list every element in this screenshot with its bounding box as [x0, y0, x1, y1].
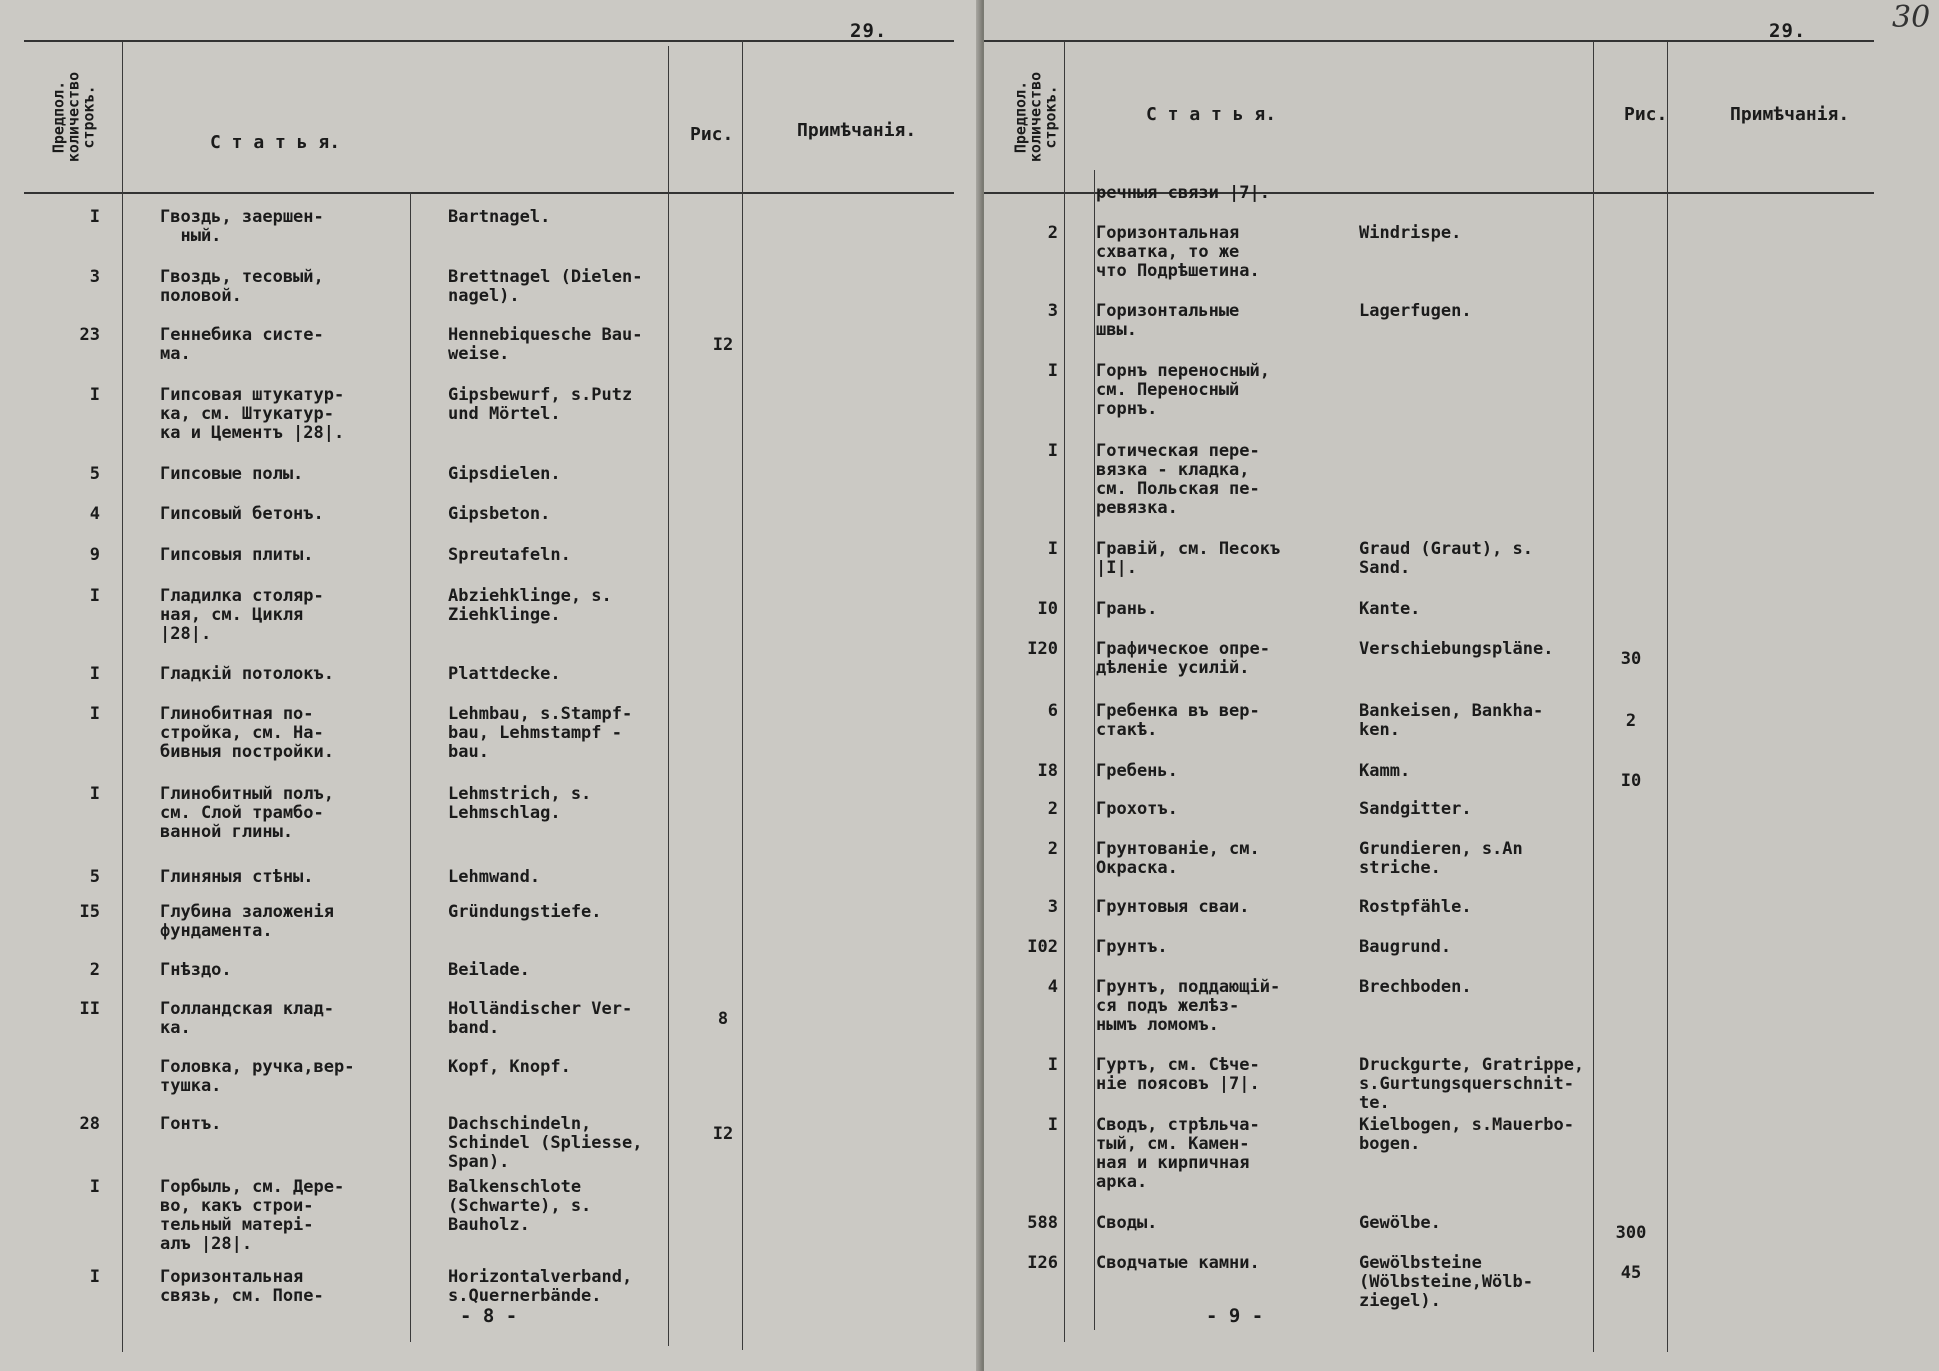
russian-term: Графическое опре- дѣленіе усилій. [1096, 639, 1270, 678]
qty-cell: I [1047, 361, 1058, 381]
column-rule [410, 192, 411, 1342]
qty-cell: I [89, 704, 100, 724]
qty-column-header: Предпол. количество строкъ. [49, 71, 98, 163]
german-term: Rostpfähle. [1359, 897, 1472, 917]
russian-term: Своды. [1096, 1213, 1158, 1233]
qty-cell: 2 [1047, 799, 1058, 819]
figure-count: I0 [1620, 771, 1642, 791]
german-term: Holländischer Ver- band. [448, 999, 633, 1038]
german-term: Gipsbewurf, s.Putz und Mörtel. [448, 385, 633, 424]
qty-cell: 2 [1047, 223, 1058, 243]
qty-cell: I0 [1037, 599, 1058, 619]
qty-column-header: Предпол. количество строкъ. [1011, 71, 1060, 163]
russian-term: Горизонтальная схватка, то же что Подрѣшетина. [1096, 223, 1260, 281]
german-term: Balkenschlote (Schwarte), s. Bauholz. [448, 1177, 592, 1235]
qty-cell: 2 [1047, 839, 1058, 859]
russian-term: Гипсовая штукатур- ка, см. Штукатур- ка и Цементъ |28|. [160, 385, 345, 443]
russian-term: Гипсовыя плиты. [160, 545, 314, 565]
notes-column-header: Примѣчанія. [797, 120, 917, 141]
column-rule [122, 42, 123, 1352]
russian-term: Сводъ, стрѣльча- тый, см. Камен- ная и кирпичная арка. [1096, 1115, 1260, 1192]
figure-count: 30 [1620, 649, 1642, 669]
german-term: Brechboden. [1359, 977, 1472, 997]
russian-term: Гуртъ, см. Сѣче- ніе поясовъ |7|. [1096, 1055, 1260, 1094]
figure-count: 2 [1625, 711, 1637, 731]
figure-count: 300 [1615, 1223, 1647, 1243]
right-page [984, 0, 1939, 1371]
german-term: Kielbogen, s.Mauerbo- bogen. [1359, 1115, 1574, 1154]
german-term: Gewölbsteine (Wölbsteine,Wölb- ziegel). [1359, 1253, 1533, 1311]
russian-term: Готическая пере- вязка - кладка, см. Польская пе- ревязка. [1096, 441, 1260, 518]
russian-term: Гладилка столяр- ная, см. Цикля |28|. [160, 586, 324, 644]
russian-term: Геннебика систе- ма. [160, 325, 324, 364]
qty-cell: 5 [89, 464, 100, 484]
german-term: Verschiebungspläne. [1359, 639, 1554, 659]
qty-cell: 28 [79, 1114, 100, 1134]
russian-term: Горбыль, см. Дере- во, какъ строи- тельный матерi- алъ |28|. [160, 1177, 345, 1254]
qty-cell: 23 [79, 325, 100, 345]
german-term: Brettnagel (Dielen- nagel). [448, 267, 643, 306]
german-term: Horizontalverband, s.Quernerbände. [448, 1267, 633, 1306]
russian-term: Глинобитный полъ, см. Слой трамбо- ванной глины. [160, 784, 334, 842]
russian-term: Гипсовый бетонъ. [160, 504, 324, 524]
german-term: Lehmwand. [448, 867, 541, 887]
german-term: Gipsdielen. [448, 464, 561, 484]
russian-term: Гонтъ. [160, 1114, 222, 1134]
column-rule [1064, 42, 1065, 1342]
page-number: 29. [850, 20, 888, 42]
german-term: Windrispe. [1359, 223, 1462, 243]
german-term: Grundieren, s.An striche. [1359, 839, 1523, 878]
table-header [24, 40, 954, 194]
russian-term: Глиняныя стѣны. [160, 867, 314, 887]
german-term: Druckgurte, Gratrippe, s.Gurtungsquerschnit- te. [1359, 1055, 1585, 1113]
russian-term: Горизонтальная связь, см. Попе- [160, 1267, 324, 1306]
german-term: Gründungstiefe. [448, 902, 602, 922]
german-term: Beilade. [448, 960, 530, 980]
russian-term: Головка, ручка,вер- тушка. [160, 1057, 355, 1096]
qty-cell: 9 [89, 545, 100, 565]
qty-cell: I [1047, 539, 1058, 559]
qty-cell: I5 [79, 902, 100, 922]
figure-count: 8 [717, 1009, 729, 1029]
column-rule [742, 40, 743, 1350]
fig-column-header: Рис. [690, 124, 734, 145]
german-term: Sandgitter. [1359, 799, 1472, 819]
qty-cell: 2 [89, 960, 100, 980]
russian-term: Грунтованіе, см. Окраска. [1096, 839, 1260, 878]
russian-term: Гребень. [1096, 761, 1178, 781]
qty-cell: 4 [89, 504, 100, 524]
german-term: Plattdecke. [448, 664, 561, 684]
figure-count: I2 [712, 335, 734, 355]
column-rule [1667, 42, 1668, 1352]
qty-cell: I20 [1027, 639, 1058, 659]
german-term: Dachschindeln, Schindel (Spliesse, Span). [448, 1114, 643, 1172]
qty-cell: I [1047, 1055, 1058, 1075]
russian-term: Гипсовые полы. [160, 464, 304, 484]
russian-term: Голландская клад- ка. [160, 999, 334, 1038]
qty-cell: II [79, 999, 100, 1019]
russian-term: Гнѣздо. [160, 960, 232, 980]
russian-term: Глинобитная по- стройка, см. На- бивныя постройки. [160, 704, 334, 762]
german-term: Kante. [1359, 599, 1421, 619]
russian-term: Гравій, см. Песокъ |I|. [1096, 539, 1281, 578]
column-rule [1593, 42, 1594, 1352]
german-term: Lehmbau, s.Stampf- bau, Lehmstampf - bau. [448, 704, 633, 762]
column-rule [1094, 170, 1095, 1330]
notes-column-header: Примѣчанія. [1730, 104, 1850, 125]
page-folio: - 8 - [460, 1305, 518, 1327]
qty-cell: I [89, 1177, 100, 1197]
german-term: Lehmstrich, s. Lehmschlag. [448, 784, 592, 823]
russian-term: Грунтъ, поддающій- ся подъ желѣз- нымъ ломомъ. [1096, 977, 1281, 1035]
qty-cell: I [89, 207, 100, 227]
russian-term: Грунтовыя сваи. [1096, 897, 1250, 917]
german-term: Baugrund. [1359, 937, 1452, 957]
qty-cell: 588 [1027, 1213, 1058, 1233]
german-term: Lagerfugen. [1359, 301, 1472, 321]
figure-count: I2 [712, 1124, 734, 1144]
qty-cell: I [89, 385, 100, 405]
german-term: Kamm. [1359, 761, 1411, 781]
qty-cell: I [89, 664, 100, 684]
russian-term: Грохотъ. [1096, 799, 1178, 819]
qty-cell: I26 [1027, 1253, 1058, 1273]
russian-term: Горнъ переносный, см. Переносный горнъ. [1096, 361, 1270, 419]
qty-cell: 3 [1047, 897, 1058, 917]
qty-cell: I [1047, 1115, 1058, 1135]
qty-cell: 6 [1047, 701, 1058, 721]
article-column-header: С т а т ь я. [1146, 104, 1277, 125]
russian-term: Гребенка въ вер- стакѣ. [1096, 701, 1260, 740]
fig-column-header: Рис. [1624, 104, 1668, 125]
page-folio: - 9 - [1206, 1305, 1264, 1327]
russian-term: речныя связи |7|. [1096, 183, 1270, 203]
russian-term: Грунтъ. [1096, 937, 1168, 957]
article-column-header: С т а т ь я. [210, 132, 341, 153]
german-term: Abziehklinge, s. Ziehklinge. [448, 586, 612, 625]
russian-term: Гвоздь, заершен- ный. [160, 207, 324, 246]
qty-cell: 5 [89, 867, 100, 887]
qty-cell: I [1047, 441, 1058, 461]
russian-term: Гвоздь, тесовый, половой. [160, 267, 324, 306]
column-rule [668, 46, 669, 1346]
russian-term: Грань. [1096, 599, 1158, 619]
german-term: Gipsbeton. [448, 504, 551, 524]
german-term: Graud (Graut), s. Sand. [1359, 539, 1533, 578]
qty-cell: 4 [1047, 977, 1058, 997]
figure-count: 45 [1620, 1263, 1642, 1283]
russian-term: Гладкій потолокъ. [160, 664, 334, 684]
page-number: 29. [1769, 20, 1807, 42]
qty-cell: I [89, 784, 100, 804]
german-term: Hennebiquesche Bau- weise. [448, 325, 643, 364]
german-term: Gewölbe. [1359, 1213, 1441, 1233]
handwritten-page-mark: 30 [1892, 0, 1931, 35]
qty-cell: 3 [1047, 301, 1058, 321]
qty-cell: I [89, 1267, 100, 1287]
qty-cell: I [89, 586, 100, 606]
german-term: Spreutafeln. [448, 545, 571, 565]
german-term: Bartnagel. [448, 207, 551, 227]
qty-cell: 3 [89, 267, 100, 287]
russian-term: Глубина заложенія фундамента. [160, 902, 334, 941]
qty-cell: I8 [1037, 761, 1058, 781]
russian-term: Горизонтальные швы. [1096, 301, 1240, 340]
russian-term: Сводчатые камни. [1096, 1253, 1260, 1273]
qty-cell: I02 [1027, 937, 1058, 957]
german-term: Kopf, Knopf. [448, 1057, 571, 1077]
german-term: Bankeisen, Bankha- ken. [1359, 701, 1544, 740]
